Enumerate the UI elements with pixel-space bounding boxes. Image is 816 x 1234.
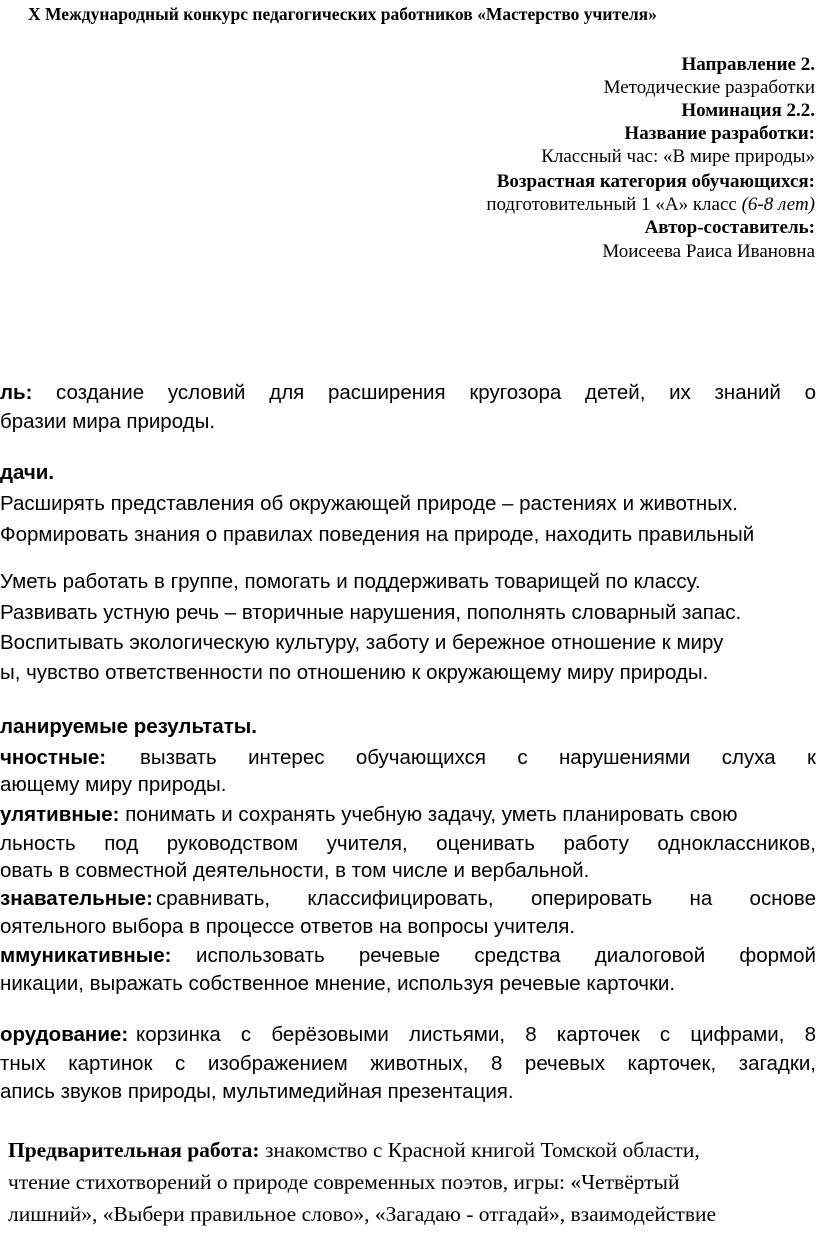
prep-line-2: чтение стихотворений о природе современных поэтов, игры: «Четвёртый bbox=[8, 1170, 680, 1194]
task-item-1: Расширять представления об окружающей природе – растениях и животных. bbox=[0, 492, 738, 515]
goal-line-1 bbox=[0, 379, 816, 407]
task-item-2: Формировать знания о правилах поведения на природе, находить правильный bbox=[0, 523, 755, 546]
prep-line-3: лишний», «Выбери правильное слово», «Загадаю - отгадай», взаимодействие bbox=[8, 1202, 717, 1226]
regulative-label: улятивные: bbox=[0, 803, 120, 826]
task-item-6: ы, чувство ответственности по отношению к окружающему миру природы. bbox=[0, 661, 709, 684]
contest-header: X Международный конкурс педагогических работников «Мастерство учителя» bbox=[28, 4, 657, 24]
task-item-5: Воспитывать экологическую культуру, заботу и бережное отношение к миру bbox=[0, 631, 724, 654]
direction-value: Методические разработки bbox=[603, 77, 815, 98]
prep-line-1: Предварительная работа: знакомство с Красной книгой Томской области, bbox=[8, 1138, 700, 1162]
equipment-label: орудование: bbox=[0, 1023, 129, 1046]
regulative-line-1: улятивные: понимать и сохранять учебную задачу, уметь планировать свою bbox=[0, 803, 738, 826]
communicative-text-1: использовать речевые средства диалоговой формой bbox=[196, 944, 816, 967]
age-value: подготовительный 1 «А» класс (6-8 лет) bbox=[486, 194, 815, 215]
personal-line-1 bbox=[0, 744, 816, 772]
nomination-label: Номинация 2.2. bbox=[681, 100, 815, 121]
cognitive-text-1: сравнивать, классифицировать, оперировать на основе bbox=[156, 887, 816, 910]
equipment-line-3: апись звуков природы, мультимедийная презентация. bbox=[0, 1080, 514, 1103]
regulative-line-3: овать в совместной деятельности, в том числе и вербальной. bbox=[0, 859, 590, 882]
cognitive-line-2: оятельного выбора в процессе ответов на вопросы учителя. bbox=[0, 915, 576, 938]
goal-line-2: бразии мира природы. bbox=[0, 410, 216, 433]
goal-label: ль: bbox=[0, 381, 33, 404]
prep-label: Предварительная работа: bbox=[8, 1138, 260, 1162]
name-label: Название разработки: bbox=[624, 123, 815, 144]
cognitive-line-1 bbox=[0, 885, 816, 913]
personal-text-1: вызвать интерес обучающихся с нарушениями слуха к bbox=[140, 746, 816, 769]
name-value: Классный час: «В мире природы» bbox=[541, 146, 815, 167]
results-heading: ланируемые результаты. bbox=[0, 715, 257, 738]
communicative-line-2: никации, выражать собственное мнение, используя речевые карточки. bbox=[0, 972, 676, 995]
communicative-line-1 bbox=[0, 942, 816, 970]
equipment-text-1: корзинка с берёзовыми листьями, 8 карточек с цифрами, 8 bbox=[136, 1023, 816, 1046]
author-value: Моисеева Раиса Ивановна bbox=[602, 241, 815, 262]
equipment-line-2: тных картинок с изображением животных, 8 речевых карточек, загадки, bbox=[0, 1052, 816, 1075]
goal-text-1: создание условий для расширения кругозора детей, их знаний о bbox=[56, 381, 816, 404]
tasks-heading: дачи. bbox=[0, 461, 55, 484]
equipment-line-1 bbox=[0, 1021, 816, 1049]
direction-label: Направление 2. bbox=[681, 54, 815, 75]
personal-line-2: ающему миру природы. bbox=[0, 773, 227, 796]
communicative-label: ммуникативные: bbox=[0, 944, 172, 967]
personal-label: чностные: bbox=[0, 746, 107, 769]
regulative-line-2: льность под руководством учителя, оценивать работу одноклассников, bbox=[0, 832, 816, 855]
author-label: Автор-составитель: bbox=[644, 217, 815, 238]
task-item-3: Уметь работать в группе, помогать и поддерживать товарищей по классу. bbox=[0, 570, 701, 593]
age-label: Возрастная категория обучающихся: bbox=[496, 171, 815, 192]
cognitive-label: знавательные: bbox=[0, 887, 153, 910]
task-item-4: Развивать устную речь – вторичные нарушения, пополнять словарный запас. bbox=[0, 601, 742, 624]
